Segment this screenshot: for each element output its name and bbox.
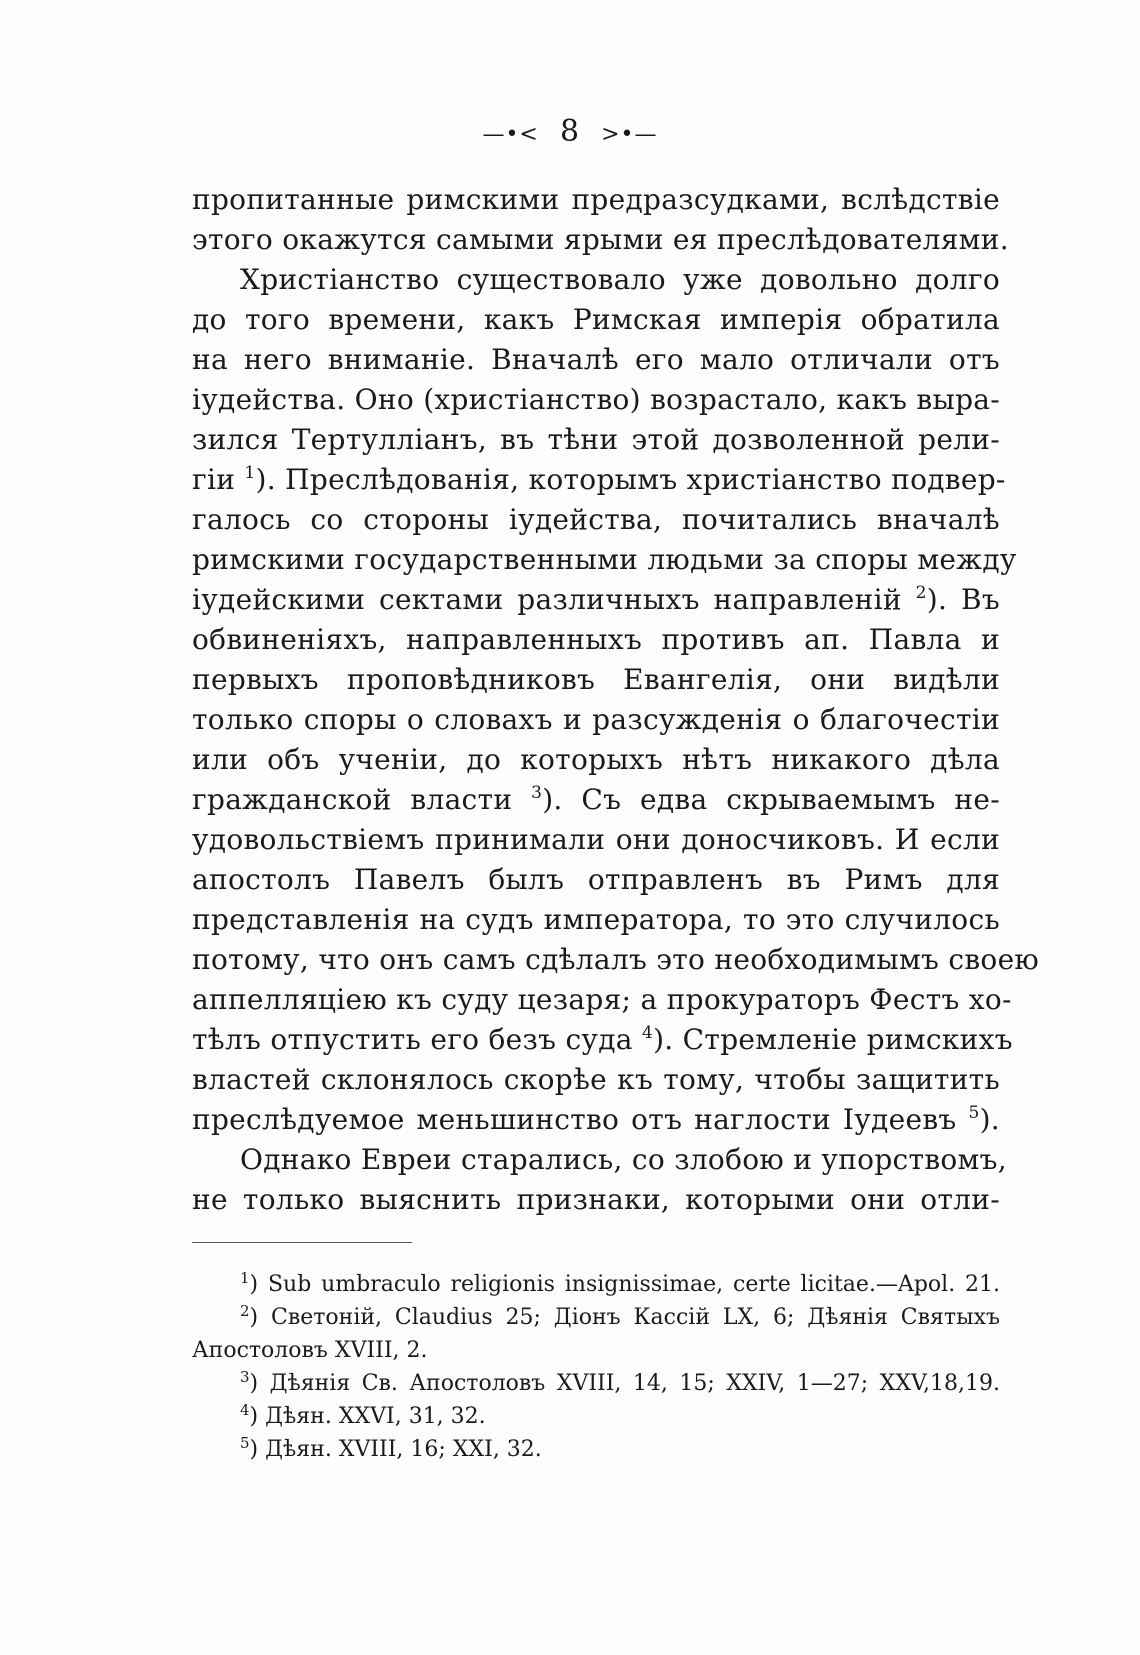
- page-number-value: 8: [559, 114, 581, 149]
- text-line: только споры о словахъ и разсужденія о благочестіи: [192, 703, 1000, 736]
- footnote-ref: 2: [915, 583, 927, 603]
- footnote-mark: 1: [240, 1269, 250, 1287]
- text-line: аппелляціею къ суду цезаря; а прокураторъ Фестъ хо-: [192, 983, 1012, 1016]
- footnote: [192, 1400, 1000, 1433]
- ornament-right: >•—: [601, 122, 658, 147]
- text-line: удовольствіемъ принимали они доносчиковъ. И если: [192, 823, 1000, 856]
- text-line: властей склонялось скорѣе къ тому, чтобы защитить: [192, 1063, 1000, 1096]
- text-line: или объ ученіи, до которыхъ нѣтъ никакого дѣла: [192, 743, 1000, 776]
- text-segment: ). Стремленіе римскихъ: [653, 1023, 1013, 1056]
- text-segment: тѣлъ отпустить его безъ суда: [192, 1023, 642, 1056]
- text-line: апостолъ Павелъ былъ отправленъ въ Римъ для: [192, 863, 1000, 896]
- text-segment: ). Въ: [926, 583, 1000, 616]
- text-segment: гражданской власти: [192, 783, 532, 816]
- text-line: [192, 780, 1000, 820]
- text-line: галось со стороны іудейства, почитались вначалѣ: [192, 503, 1000, 536]
- text-line: [192, 580, 1000, 620]
- text-line: обвиненіяхъ, направленныхъ противъ ап. Павла и: [192, 623, 1000, 656]
- text-segment: ).: [979, 1103, 1000, 1136]
- text-line: этого окажутся самыми ярыми ея преслѣдователями.: [192, 223, 1009, 256]
- footnotes: [192, 1268, 1000, 1466]
- text-line: іудейства. Оно (христіанство) возрастало, какъ выра-: [192, 383, 1001, 416]
- text-line: [192, 1100, 1000, 1140]
- page-number: [0, 114, 1140, 149]
- footnote-mark: 4: [240, 1401, 250, 1419]
- footnote-ref: 1: [244, 463, 256, 483]
- footnote: [192, 1367, 1000, 1400]
- text-segment: іудейскими сектами различныхъ направленій: [192, 583, 916, 616]
- text-line: на него вниманіе. Вначалѣ его мало отличали отъ: [192, 343, 1000, 376]
- footnote-divider: [192, 1242, 412, 1243]
- footnote-mark: 2: [240, 1302, 250, 1320]
- footnote: [192, 1433, 1000, 1466]
- text-line: пропитанные римскими предразсудками, вслѣдствіе: [192, 183, 1000, 216]
- footnote-text: ) Дѣян. XXVI, 31, 32.: [249, 1404, 486, 1429]
- body-text: [192, 180, 1040, 1220]
- footnote-text: ) Светоній, Claudius 25; Діонъ Кассій LX, 6; Дѣянія Святыхъ: [249, 1305, 1000, 1330]
- text-line: не только выяснить признаки, которыми они отли-: [192, 1183, 1000, 1216]
- text-line: представленія на судъ императора, то это случилось: [192, 903, 1000, 936]
- text-line: Христіанство существовало уже довольно долго: [240, 263, 1000, 296]
- text-segment: гіи: [192, 463, 245, 496]
- footnote-ref: 3: [531, 783, 543, 803]
- text-line: зился Тертулліанъ, въ тѣни этой дозволенной рели-: [192, 423, 1000, 456]
- text-line: до того времени, какъ Римская имперія обратила: [192, 303, 1000, 336]
- text-line: потому, что онъ самъ сдѣлалъ это необходимымъ своею: [192, 943, 1040, 976]
- footnote-text: ) Дѣян. XVIII, 16; XXI, 32.: [249, 1437, 542, 1462]
- footnote-ref: 4: [641, 1023, 654, 1043]
- footnote-mark: 5: [240, 1434, 250, 1452]
- footnote-mark: 3: [240, 1368, 250, 1386]
- footnote-continuation: [192, 1334, 1000, 1367]
- text-line: первыхъ проповѣдниковъ Евангелія, они видѣли: [192, 663, 1000, 696]
- footnote-ref: 5: [968, 1103, 980, 1123]
- text-line: римскими государственными людьми за споры между: [192, 543, 1017, 576]
- footnote-text: ) Дѣянія Св. Апостоловъ XVIII, 14, 15; XXIV, 1—27; XXV,18,19.: [249, 1371, 1000, 1396]
- text-line: Однако Евреи старались, со злобою и упорствомъ,: [240, 1143, 1007, 1176]
- footnote: [192, 1268, 1000, 1301]
- footnote-text: ) Sub umbraculo religionis insignissimae, certe licitae.—Apol. 21.: [249, 1272, 1000, 1297]
- text-segment: ). Преслѣдованія, которымъ христіанство подвер-: [255, 463, 1006, 496]
- text-line: [192, 460, 1006, 500]
- footnote: [192, 1301, 1000, 1334]
- ornament-left: —•<: [482, 122, 539, 147]
- text-segment: преслѣдуемое меньшинство отъ наглости Іудеевъ: [192, 1103, 969, 1136]
- text-segment: ). Съ едва скрываемымъ не-: [542, 783, 1000, 816]
- text-line: [192, 1020, 1013, 1060]
- footnote-text: Апостоловъ XVIII, 2.: [192, 1338, 428, 1363]
